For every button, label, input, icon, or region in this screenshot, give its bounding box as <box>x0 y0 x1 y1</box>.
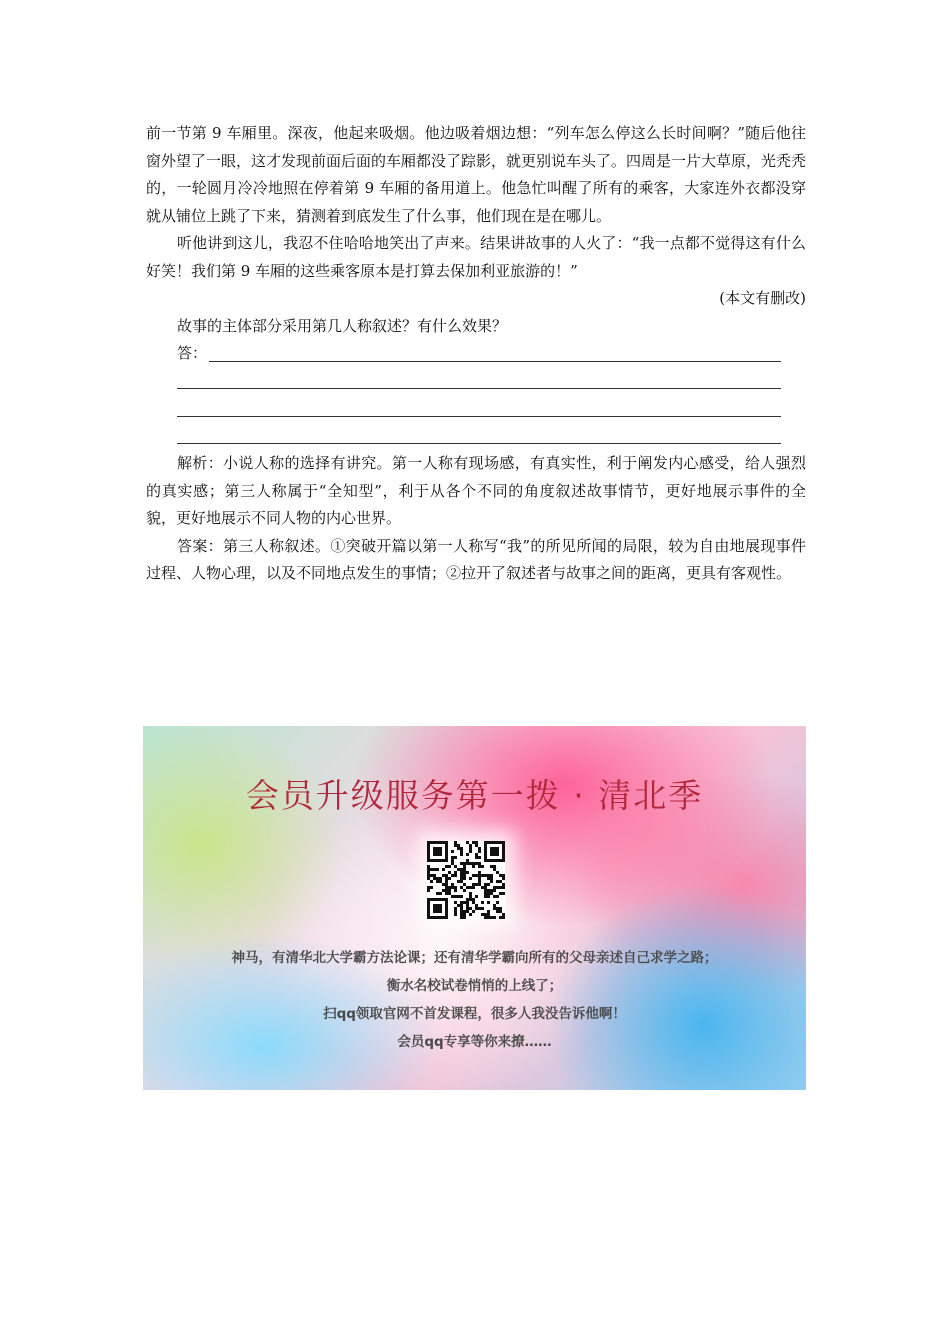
answer-line-4 <box>177 423 781 451</box>
story-paragraph-1: 前一节第 9 车厢里。深夜，他起来吸烟。他边吸着烟边想：“列车怎么停这么长时间啊？”随后他往窗外望了一眼，这才发现前面后面的车厢都没了踪影，就更别说车头了。四周是一片大草原，光秃秃的，一轮圆月冷冷地照在停着第 9 车厢的备用道上。他急忙叫醒了所有的乘客，大家连外衣都没穿就从铺位上跳了下来，猜测着到底发生了什么事，他们现在是在哪儿。 <box>146 124 807 225</box>
qr-code-graphic <box>427 841 505 919</box>
answer-line-3 <box>177 395 781 423</box>
text-block <box>146 120 806 588</box>
answer-rule <box>209 361 781 362</box>
story-paragraph-2: 听他讲到这儿，我忍不住哈哈地笑出了声来。结果讲故事的人火了：“我一点都不觉得这有什么好笑！我们第 9 车厢的这些乘客原本是打算去保加利亚旅游的！” <box>146 234 806 280</box>
answer-line-1 <box>177 340 781 368</box>
analysis-paragraph: 解析：小说人称的选择有讲究。第一人称有现场感，有真实性，利于阐发内心感受，给人强烈的真实感；第三人称属于“全知型”，利于从各个不同的角度叙述故事情节，更好地展示事件的全貌，更好地展示不同人物的内心世界。 <box>146 454 806 527</box>
answer-area <box>146 340 806 450</box>
banner-text <box>143 944 806 1056</box>
answer-rule <box>177 388 781 389</box>
qr-code-image[interactable] <box>427 841 505 919</box>
banner-line-1: 神马，有清华北大学霸方法论课；还有清华学霸向所有的父母亲述自己求学之路； <box>231 950 718 966</box>
answer-paragraph: 答案：第三人称叙述。①突破开篇以第一人称写“我”的所见所闻的局限，较为自由地展现事件过程、人物心理，以及不同地点发生的事情；②拉开了叙述者与故事之间的距离，更具有客观性。 <box>146 536 806 582</box>
answer-label: 答： <box>177 340 207 368</box>
source-note: (本文有删改) <box>719 289 806 307</box>
banner-line-2: 衡水名校试卷悄悄的上线了； <box>386 978 563 994</box>
promo-banner[interactable] <box>143 726 806 1090</box>
answer-rule <box>177 416 781 417</box>
banner-line-3: 扫qq领取官网不首发课程，很多人我没告诉他啊！ <box>323 1006 626 1022</box>
question-text: 故事的主体部分采用第几人称叙述？有什么效果？ <box>177 316 508 335</box>
banner-title: 会员升级服务第一拨 · 清北季 <box>245 776 704 815</box>
answer-rule <box>177 443 781 444</box>
banner-line-4: 会员qq专享等你来撩…… <box>397 1034 552 1050</box>
answer-line-2 <box>177 368 781 396</box>
